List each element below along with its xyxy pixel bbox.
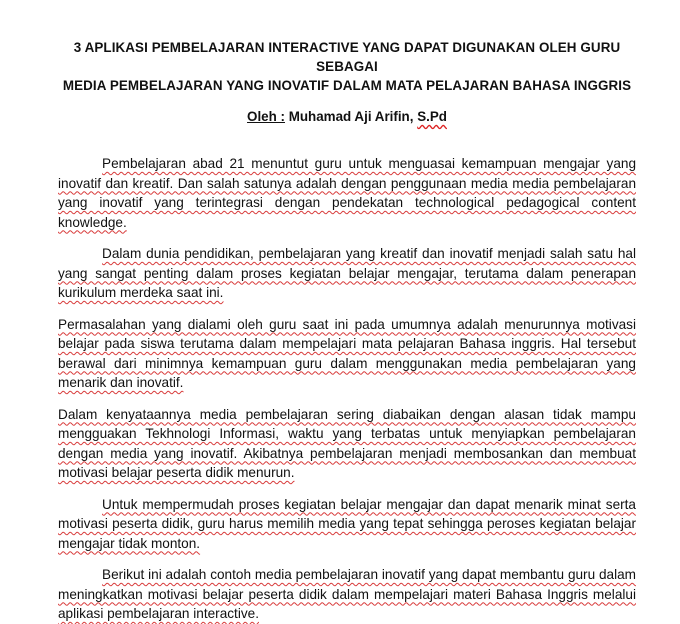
paragraph-1: Pembelajaran abad 21 menuntut guru untuk menguasai kemampuan mengajar yang inovatif dan kreatif. Dan salah satunya adalah dengan penggunaan media media pembelajaran yang inovatif yang terintegrasi dengan pendekatan technological pedagogical content knowledge. [58, 156, 636, 230]
author-suffix: S.Pd [417, 109, 447, 124]
author-label: Oleh : [247, 109, 285, 124]
paragraph-5: Untuk mempermudah proses kegiatan belajar mengajar dan dapat menarik minat serta motivasi peserta didik, guru harus memilih media yang tepat sehingga peroses kegiatan belajar mengajar tidak monton. [58, 496, 636, 551]
paragraph-2: Dalam dunia pendidikan, pembelajaran yang kreatif dan inovatif menjadi salah satu hal yang sangat penting dalam proses kegiatan belajar mengajar, terutama dalam penerapan kurikulum merdeka saat ini. [58, 246, 636, 300]
title-line-1: 3 APLIKASI PEMBELAJARAN INTERACTIVE YANG DAPAT DIGUNAKAN OLEH GURU SEBAGAI [73, 40, 621, 74]
paragraph-4: Dalam kenyataannya media pembelajaran sering diabaikan dengan alasan tidak mampu mengguakan Tekhnologi Informasi, waktu yang terbatas untuk menyiapkan pembelajaran dengan media yang inovatif. Akibatnya pembelajaran menjadi membosankan dan membuat motivasi belajar peserta didik menurun. [58, 406, 636, 480]
paragraph-3: Permasalahan yang dialami oleh guru saat ini pada umumnya adalah menurunnya motivasi belajar pada siswa terutama dalam mempelajari mata pelajaran Bahasa inggris. Hal tersebut berawal dari minimnya kemampuan guru dalam menggunakan media pembelajaran yang menarik dan inovatif. [58, 316, 636, 390]
author-name: Muhamad Aji Arifin, [288, 109, 414, 124]
document-title [58, 38, 636, 95]
title-line-2: MEDIA PEMBELAJARAN YANG INOVATIF DALAM MATA PELAJARAN BAHASA INGGRIS [62, 78, 632, 93]
author-line [58, 107, 636, 126]
paragraph-6: Berikut ini adalah contoh media pembelajaran inovatif yang dapat membantu guru dalam meningkatkan motivasi belajar peserta didik dalam mempelajari materi Bahasa Inggris melalui aplikasi pembelajaran interactive. [58, 567, 636, 621]
